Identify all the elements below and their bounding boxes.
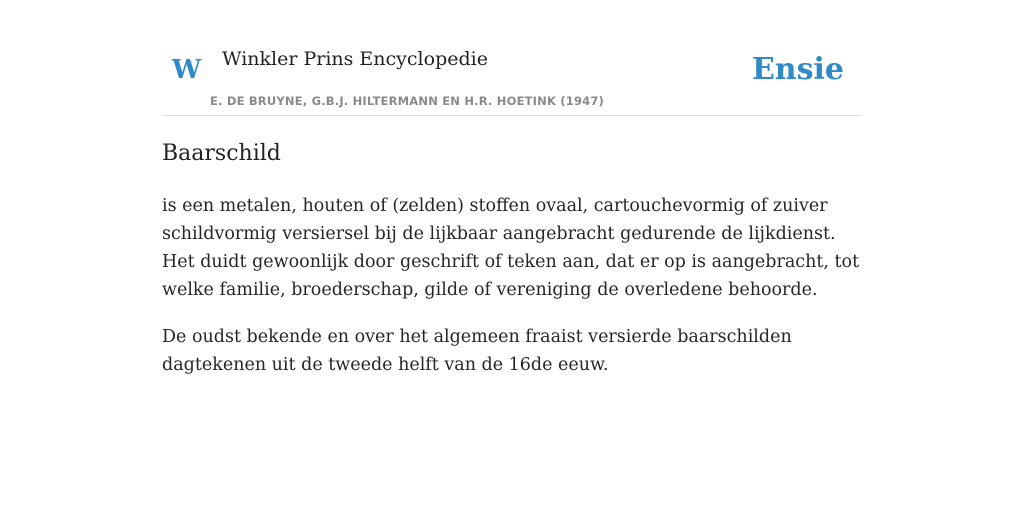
article-paragraph: is een metalen, houten of (zelden) stoffen ovaal, cartouchevormig of zuiver schildvormig versiersel bij de lijkbaar aangebracht gedurende de lijkdienst. Het duidt gewoonlijk door geschrift of teken aan, dat er op is aangebracht, tot welke familie, broederschap, gilde of vereniging de overledene behoorde. bbox=[162, 196, 860, 300]
source-title[interactable]: Winkler Prins Encyclopedie bbox=[222, 48, 488, 70]
page-header bbox=[162, 40, 862, 116]
article-content bbox=[162, 138, 862, 379]
entry-title: Baarschild bbox=[162, 141, 281, 166]
source-authors: E. DE BRUYNE, G.B.J. HILTERMANN EN H.R. HOETINK (1947) bbox=[210, 94, 605, 108]
winkler-prins-logo[interactable]: W bbox=[172, 55, 202, 85]
ensie-brand-logo[interactable]: Ensie bbox=[751, 52, 844, 87]
article-paragraph: De oudst bekende en over het algemeen fraaist versierde baarschilden dagtekenen uit de tweede helft van de 16de eeuw. bbox=[162, 327, 792, 375]
